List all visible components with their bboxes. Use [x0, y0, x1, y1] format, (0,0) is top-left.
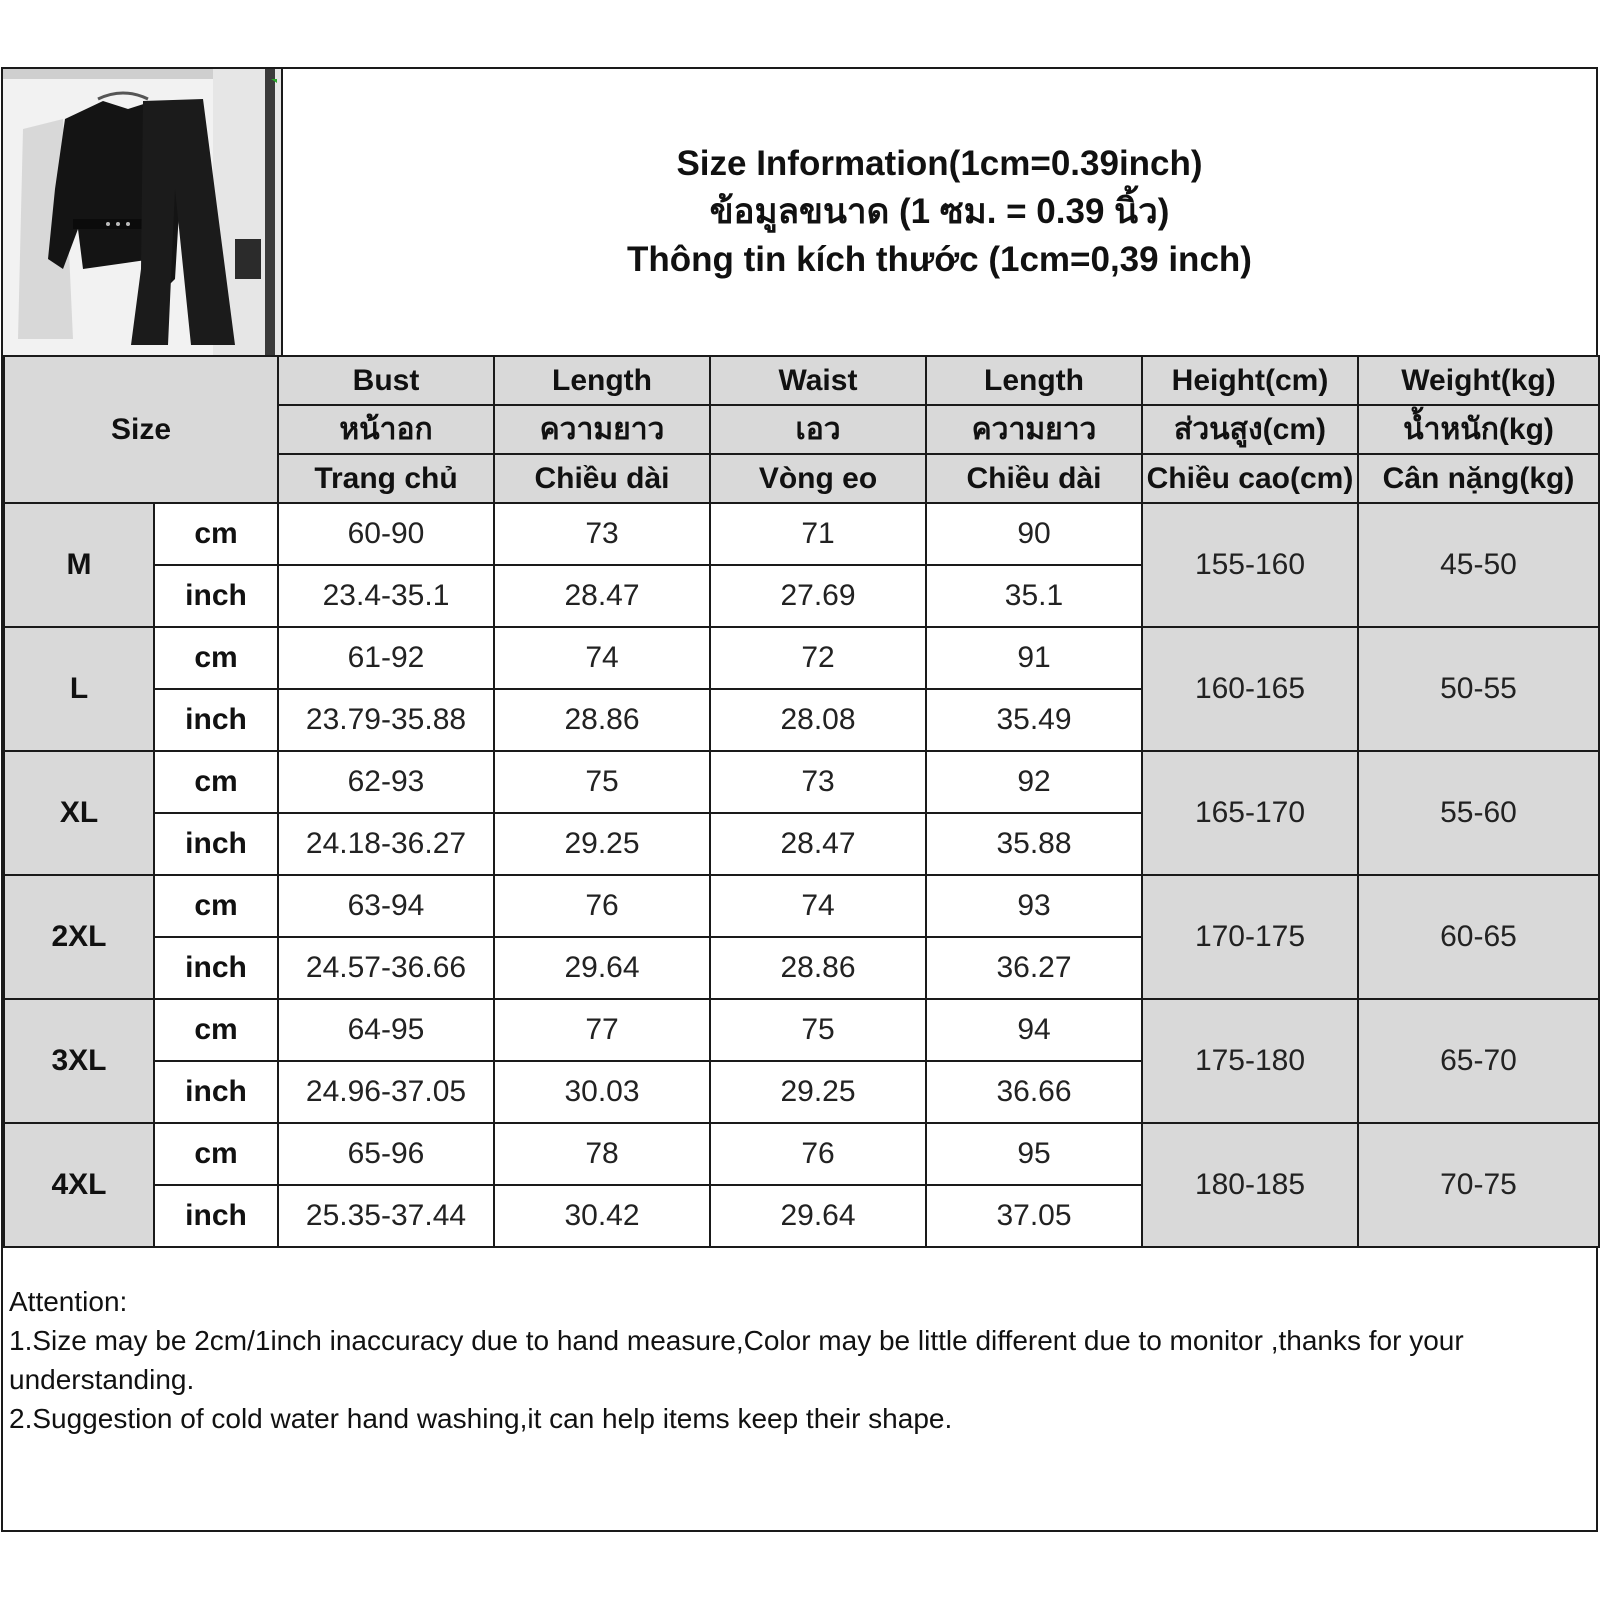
measurement-cell: 27.69: [710, 565, 926, 627]
unit-cell: cm: [154, 875, 278, 937]
measurement-cell: 35.1: [926, 565, 1142, 627]
unit-cell: inch: [154, 1185, 278, 1247]
size-row-cm: [4, 999, 1599, 1061]
measurement-cell: 23.79-35.88: [278, 689, 494, 751]
unit-cell: inch: [154, 1061, 278, 1123]
size-name-cell: M: [4, 503, 154, 627]
title-line-vi: Thông tin kích thước (1cm=0,39 inch): [627, 240, 1252, 279]
col-header-en: Length: [926, 356, 1142, 405]
weight-cell: 45-50: [1358, 503, 1599, 627]
col-header-th: ความยาว: [494, 405, 710, 454]
measurement-cell: 29.64: [710, 1185, 926, 1247]
header-row-en: [4, 356, 1599, 405]
attention-notes: [9, 1282, 1576, 1438]
measurement-cell: 75: [494, 751, 710, 813]
measurement-cell: 24.18-36.27: [278, 813, 494, 875]
size-row-cm: [4, 1123, 1599, 1185]
measurement-cell: 91: [926, 627, 1142, 689]
weight-cell: 55-60: [1358, 751, 1599, 875]
measurement-cell: 29.25: [494, 813, 710, 875]
unit-cell: inch: [154, 689, 278, 751]
note-item: 2.Suggestion of cold water hand washing,it can help items keep their shape.: [9, 1403, 953, 1434]
col-header-th: เอว: [710, 405, 926, 454]
measurement-cell: 95: [926, 1123, 1142, 1185]
measurement-cell: 71: [710, 503, 926, 565]
measurement-cell: 24.57-36.66: [278, 937, 494, 999]
measurement-cell: 73: [710, 751, 926, 813]
measurement-cell: 25.35-37.44: [278, 1185, 494, 1247]
notes-heading: Attention:: [9, 1286, 128, 1317]
unit-cell: cm: [154, 1123, 278, 1185]
weight-cell: 70-75: [1358, 1123, 1599, 1247]
measurement-cell: 75: [710, 999, 926, 1061]
height-cell: 165-170: [1142, 751, 1358, 875]
measurement-cell: 30.42: [494, 1185, 710, 1247]
measurement-cell: 23.4-35.1: [278, 565, 494, 627]
measurement-cell: 36.27: [926, 937, 1142, 999]
size-table: [3, 355, 1600, 1248]
col-header-th: น้ำหนัก(kg): [1358, 405, 1599, 454]
unit-cell: cm: [154, 503, 278, 565]
size-header: Size: [4, 356, 278, 503]
size-chart-sheet: [1, 67, 1598, 1532]
measurement-cell: 63-94: [278, 875, 494, 937]
col-header-en: Waist: [710, 356, 926, 405]
measurement-cell: 65-96: [278, 1123, 494, 1185]
measurement-cell: 64-95: [278, 999, 494, 1061]
measurement-cell: 30.03: [494, 1061, 710, 1123]
measurement-cell: 76: [710, 1123, 926, 1185]
measurement-cell: 35.88: [926, 813, 1142, 875]
measurement-cell: 37.05: [926, 1185, 1142, 1247]
measurement-cell: 76: [494, 875, 710, 937]
height-cell: 180-185: [1142, 1123, 1358, 1247]
weight-cell: 60-65: [1358, 875, 1599, 999]
size-row-cm: [4, 503, 1599, 565]
measurement-cell: 28.86: [710, 937, 926, 999]
measurement-cell: 24.96-37.05: [278, 1061, 494, 1123]
size-name-cell: L: [4, 627, 154, 751]
weight-cell: 50-55: [1358, 627, 1599, 751]
unit-cell: cm: [154, 999, 278, 1061]
measurement-cell: 74: [494, 627, 710, 689]
col-header-en: Weight(kg): [1358, 356, 1599, 405]
measurement-cell: 28.86: [494, 689, 710, 751]
size-row-cm: [4, 875, 1599, 937]
col-header-th: หน้าอก: [278, 405, 494, 454]
col-header-vi: Trang chủ: [278, 454, 494, 503]
col-header-en: Length: [494, 356, 710, 405]
measurement-cell: 77: [494, 999, 710, 1061]
measurement-cell: 29.25: [710, 1061, 926, 1123]
measurement-cell: 92: [926, 751, 1142, 813]
size-name-cell: 4XL: [4, 1123, 154, 1247]
measurement-cell: 60-90: [278, 503, 494, 565]
unit-cell: cm: [154, 751, 278, 813]
height-cell: 170-175: [1142, 875, 1358, 999]
measurement-cell: 74: [710, 875, 926, 937]
weight-cell: 65-70: [1358, 999, 1599, 1123]
measurement-cell: 61-92: [278, 627, 494, 689]
measurement-cell: 90: [926, 503, 1142, 565]
measurement-cell: 28.08: [710, 689, 926, 751]
unit-cell: inch: [154, 813, 278, 875]
measurement-cell: 28.47: [710, 813, 926, 875]
height-cell: 155-160: [1142, 503, 1358, 627]
measurement-cell: 72: [710, 627, 926, 689]
title-line-th: ข้อมูลขนาด (1 ซม. = 0.39 นิ้ว): [709, 192, 1170, 231]
outfit-illustration: [3, 69, 281, 355]
note-item: 1.Size may be 2cm/1inch inaccuracy due to hand measure,Color may be little different due to monitor ,thanks for your understanding.: [9, 1325, 1464, 1395]
col-header-vi: Vòng eo: [710, 454, 926, 503]
measurement-cell: 62-93: [278, 751, 494, 813]
title-block: [283, 69, 1596, 355]
col-header-vi: Chiều dài: [494, 454, 710, 503]
size-name-cell: XL: [4, 751, 154, 875]
col-header-vi: Chiều cao(cm): [1142, 454, 1358, 503]
size-name-cell: 2XL: [4, 875, 154, 999]
size-name-cell: 3XL: [4, 999, 154, 1123]
unit-cell: cm: [154, 627, 278, 689]
unit-cell: inch: [154, 937, 278, 999]
measurement-cell: 29.64: [494, 937, 710, 999]
col-header-vi: Cân nặng(kg): [1358, 454, 1599, 503]
measurement-cell: 28.47: [494, 565, 710, 627]
height-cell: 160-165: [1142, 627, 1358, 751]
measurement-cell: 36.66: [926, 1061, 1142, 1123]
unit-cell: inch: [154, 565, 278, 627]
measurement-cell: 73: [494, 503, 710, 565]
measurement-cell: 35.49: [926, 689, 1142, 751]
size-row-cm: [4, 751, 1599, 813]
col-header-en: Height(cm): [1142, 356, 1358, 405]
measurement-cell: 78: [494, 1123, 710, 1185]
col-header-vi: Chiều dài: [926, 454, 1142, 503]
title-line-en: Size Information(1cm=0.39inch): [676, 144, 1203, 183]
height-cell: 175-180: [1142, 999, 1358, 1123]
measurement-cell: 93: [926, 875, 1142, 937]
col-header-th: ส่วนสูง(cm): [1142, 405, 1358, 454]
product-photo: [3, 69, 283, 355]
measurement-cell: 94: [926, 999, 1142, 1061]
col-header-th: ความยาว: [926, 405, 1142, 454]
size-row-cm: [4, 627, 1599, 689]
col-header-en: Bust: [278, 356, 494, 405]
